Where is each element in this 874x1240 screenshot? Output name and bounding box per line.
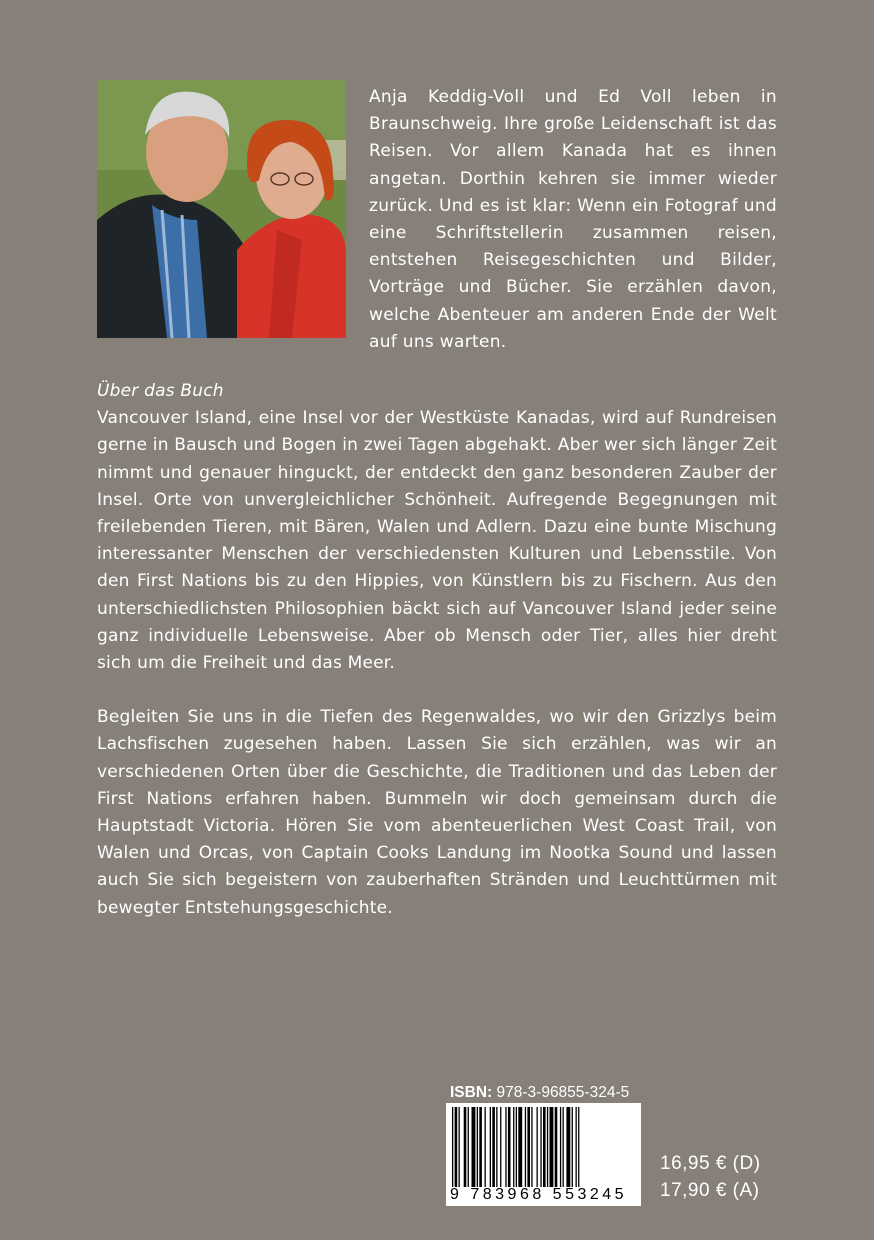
section-heading: Über das Buch bbox=[97, 381, 224, 401]
barcode-bar bbox=[490, 1107, 491, 1187]
barcode-bar bbox=[505, 1107, 506, 1187]
barcode-bar bbox=[455, 1107, 458, 1187]
barcode-bar bbox=[496, 1107, 497, 1187]
author-bio: Anja Keddig-Voll und Ed Voll leben in Braunschweig. Ihre große Leidenschaft ist das Reisen. Vor allem Kanada hat es ihnen angetan. Dorthin kehren sie immer wieder zurück. Und es ist klar: Wenn ein Fotograf und eine Schriftstellerin zusammen reisen, entstehen Reisegeschichten und Bilder, Vorträge und Bücher. Sie erzählen davon, welche Abenteuer am anderen Ende der Welt auf uns warten. bbox=[369, 87, 777, 352]
isbn-prefix: ISBN: bbox=[450, 1084, 493, 1101]
barcode-bar bbox=[459, 1107, 460, 1187]
barcode-bar bbox=[485, 1107, 486, 1187]
book-description bbox=[97, 378, 777, 949]
isbn-number: 978-3-96855-324-5 bbox=[496, 1084, 630, 1101]
barcode-bar bbox=[513, 1107, 514, 1187]
barcode-bar bbox=[477, 1107, 478, 1187]
barcode-bar bbox=[479, 1107, 482, 1187]
barcode-bar bbox=[472, 1107, 476, 1187]
barcode-bars bbox=[446, 1103, 641, 1188]
price-germany: 16,95 € (D) bbox=[660, 1153, 761, 1174]
barcode-bar bbox=[578, 1107, 579, 1187]
barcode-digits: 9 783968 553245 bbox=[450, 1186, 628, 1203]
barcode-bar bbox=[550, 1107, 554, 1187]
price-austria: 17,90 € (A) bbox=[660, 1180, 760, 1201]
barcode-bar bbox=[492, 1107, 495, 1187]
barcode-bar bbox=[537, 1107, 538, 1187]
author-photo bbox=[97, 80, 346, 338]
barcode-bar bbox=[516, 1107, 517, 1187]
barcode-bar bbox=[555, 1107, 558, 1187]
barcode-bar bbox=[500, 1107, 501, 1187]
barcode-bar bbox=[566, 1107, 570, 1187]
barcode-bar bbox=[540, 1107, 541, 1187]
description-paragraph-1: Vancouver Island, eine Insel vor der Westküste Kanadas, wird auf Rundreisen gerne in Bausch und Bogen in zwei Tagen abgehakt. Aber wer sich länger Zeit nimmt und genauer hinguckt, der entdeckt den ganz besonderen Zauber der Insel. Orte von unvergleichlicher Schönheit. Aufregende Begegnungen mit freilebenden Tieren, mit Bären, Walen und Adlern. Dazu eine bunte Mischung interessanter Menschen der verschiedensten Kulturen und Lebensstile. Von den First Nations bis zu den Hippies, von Künstlern bis zu Fischern. Aus den unterschiedlichsten Philosophien bäckt sich auf Vancouver Island jeder seine ganz individuelle Lebensweise. Aber ob Mensch oder Tier, alles hier dreht sich um die Freiheit und das Meer. bbox=[97, 408, 777, 674]
barcode-bar bbox=[525, 1107, 526, 1187]
barcode-bar bbox=[560, 1107, 561, 1187]
barcode-bar bbox=[531, 1107, 532, 1187]
barcode-bar bbox=[547, 1107, 548, 1187]
barcode-bar bbox=[508, 1107, 511, 1187]
description-paragraph-2: Begleiten Sie uns in die Tiefen des Regenwaldes, wo wir den Grizzlys beim Lachsfischen zugesehen haben. Lassen Sie sich erzählen, was wir an verschiedenen Orten über die Geschichte, die Traditionen und das Leben der First Nations erfahren haben. Bummeln wir doch gemeinsam durch die Hauptstadt Victoria. Hören Sie vom abenteuerlichen West Coast Trail, von Walen und Orcas, von Captain Cooks Landung im Nootka Sound und lassen auch Sie sich begeistern von zauberhaften Stränden und Leuchttürmen mit bewegter Entstehungsgeschichte. bbox=[97, 707, 777, 918]
barcode-bar bbox=[464, 1107, 467, 1187]
barcode-bar bbox=[543, 1107, 546, 1187]
barcode-bar bbox=[576, 1107, 577, 1187]
price-list bbox=[660, 1150, 761, 1204]
barcode-bar bbox=[518, 1107, 522, 1187]
barcode-bar bbox=[452, 1107, 453, 1187]
barcode-bar bbox=[468, 1107, 469, 1187]
barcode-bar bbox=[572, 1107, 573, 1187]
barcode bbox=[446, 1103, 641, 1206]
barcode-bar bbox=[563, 1107, 564, 1187]
barcode-bar bbox=[527, 1107, 530, 1187]
isbn-label bbox=[450, 1084, 629, 1102]
